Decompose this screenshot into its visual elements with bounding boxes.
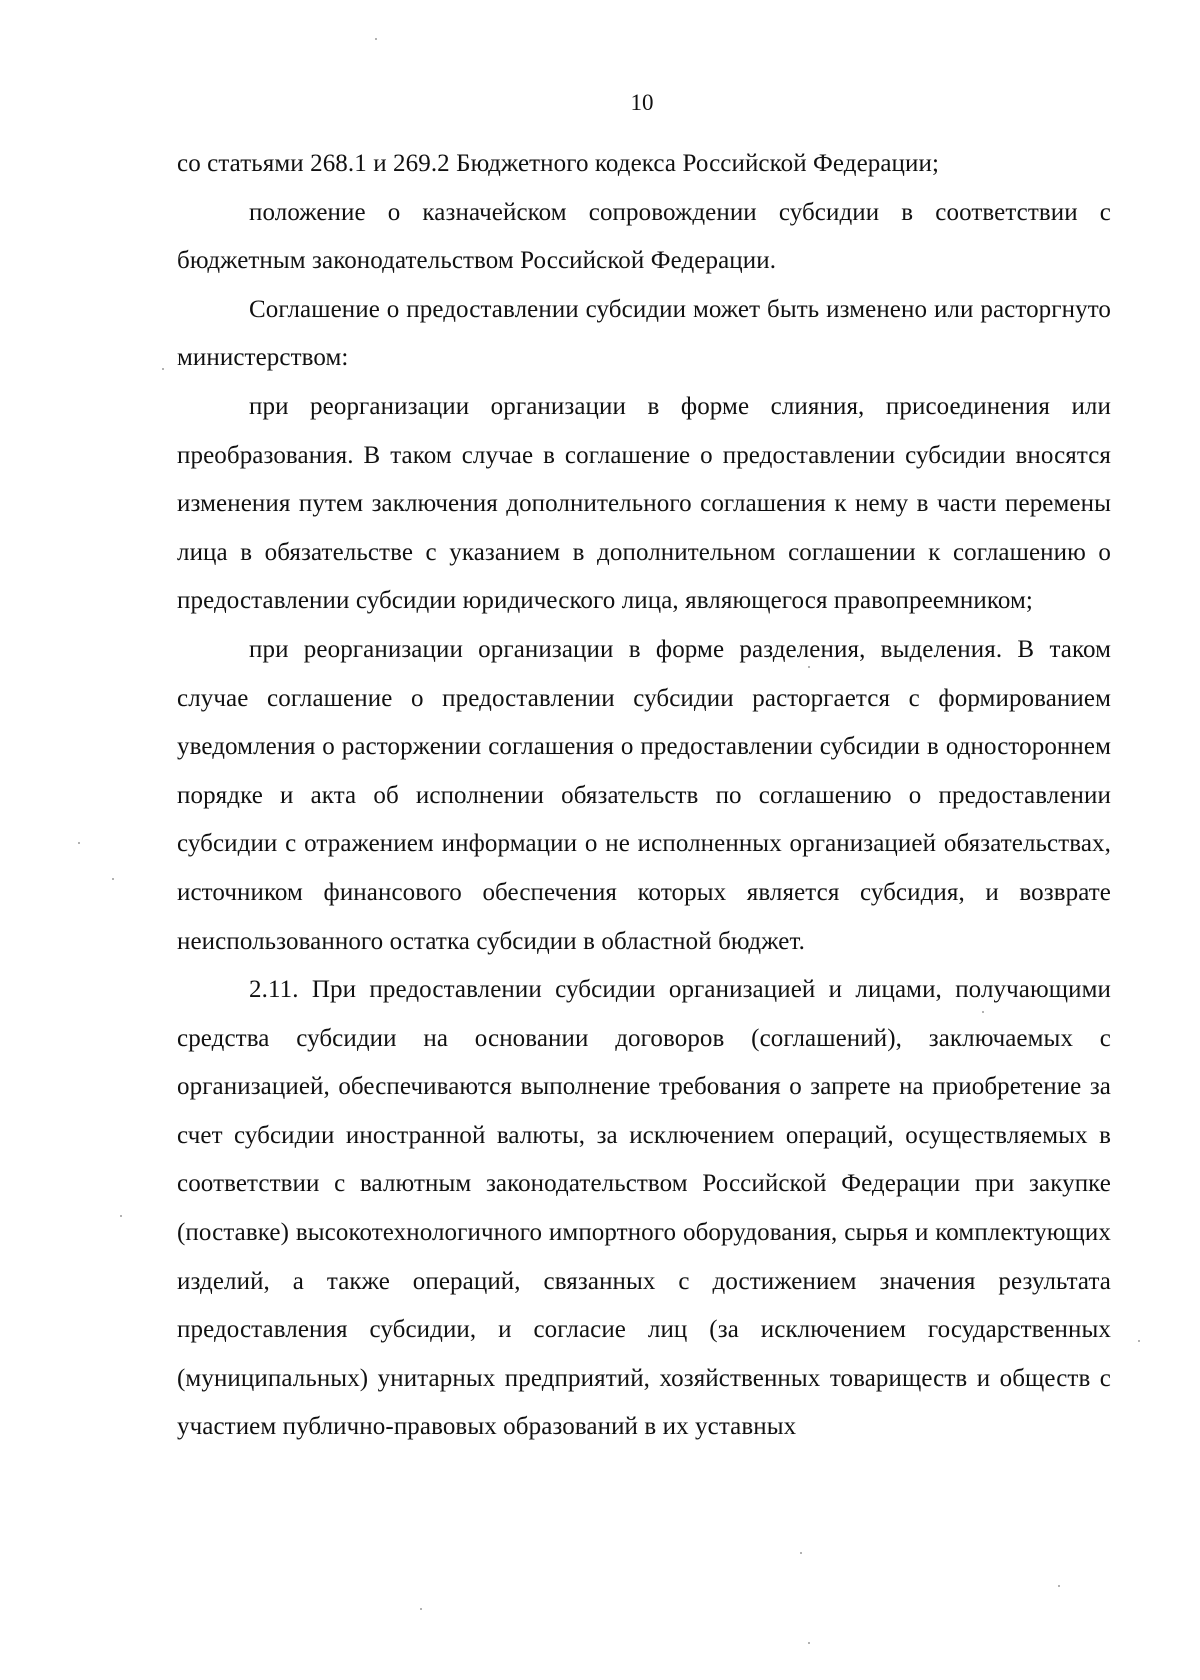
paragraph-agreement-change: Соглашение о предоставлении субсидии может быть изменено или расторгнуто министерством: [177,295,1111,372]
paragraph-merger-reorganization: при реорганизации организации в форме слияния, присоединения или преобразования. В таком случае в соглашение о предоставлении субсидии вносятся изменения путем заключения дополнительного соглашения к нему в части перемены лица в обязательстве с указанием в дополнительном соглашении к соглашению о предоставлении субсидии юридического лица, являющегося правопреемником; [177,392,1111,615]
paragraph-section-2-11: 2.11. При предоставлении субсидии организацией и лицами, получающими средства субсидии на основании договоров (соглашений), заключаемых с организацией, обеспечиваются выполнение требования о запрете на приобретение за счет субсидии иностранной валюты, за исключением операций, осуществляемых в соответствии с валютным законодательством Российской Федерации при закупке (поставке) высокотехнологичного импортного оборудования, сырья и комплектующих изделий, а также операций, связанных с достижением значения результата предоставления субсидии, и согласие лиц (за исключением государственных (муниципальных) унитарных предприятий, хозяйственных товариществ и обществ с участием публично-правовых образований в их уставных [177,976,1111,1441]
scan-speck [808,666,810,668]
paragraph-division-reorganization: при реорганизации организации в форме разделения, выделения. В таком случае соглашение о предоставлении субсидии расторгается с формированием уведомления о расторжении соглашения о предоставлении субсидии в одностороннем порядке и акта об исполнении обязательств по соглашению о предоставлении субсидии с отражением информации о не исполненных организацией обязательствах, источником финансового обеспечения которых является субсидия, и возврате неиспользованного остатка субсидии в областной бюджет. [177,635,1111,955]
scan-speck [162,368,164,370]
scan-speck [800,1552,802,1554]
scan-speck [1138,1340,1140,1342]
scan-speck [375,38,377,40]
scan-speck [420,1608,422,1610]
scan-speck [1058,1585,1060,1587]
scan-speck [982,1011,984,1013]
paragraph-continuation: со статьями 268.1 и 269.2 Бюджетного кодекса Российской Федерации; [177,150,940,177]
scan-speck [112,878,114,880]
scan-speck [78,842,80,844]
page-number: 10 [630,90,654,115]
document-body [177,140,1111,1452]
scan-speck [808,1642,810,1644]
scan-speck [120,1215,122,1217]
paragraph-treasury-support: положение о казначейском сопровождении субсидии в соответствии с бюджетным законодательством Российской Федерации. [177,198,1111,275]
